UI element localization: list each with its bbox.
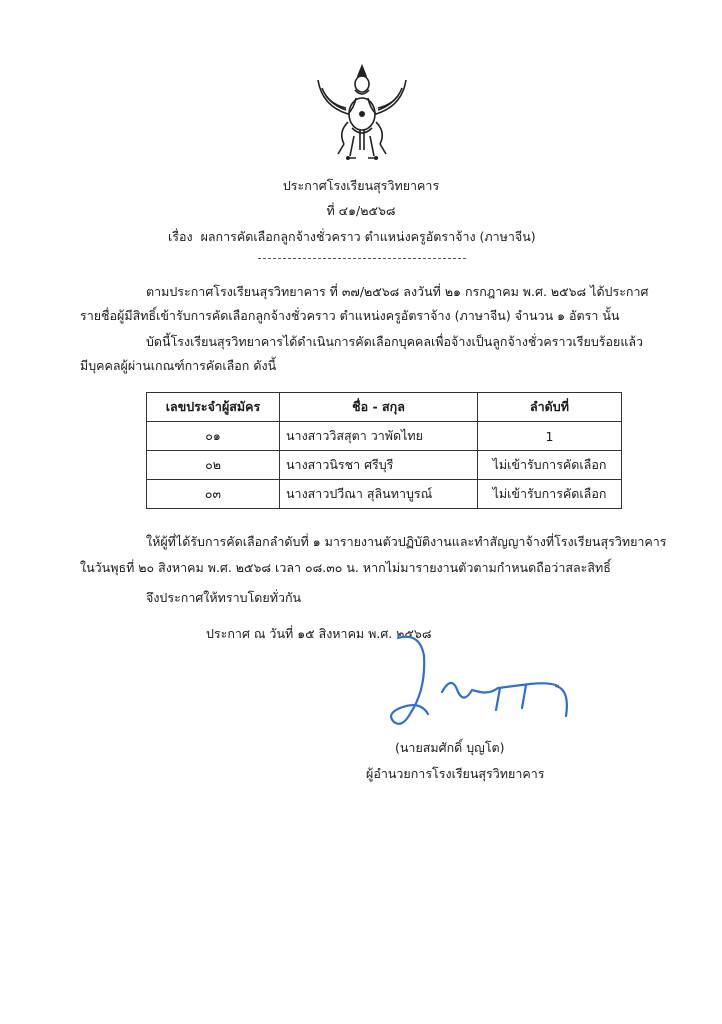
applicant-name: นางสาวปวีณา สุลินทาบูรณ์ bbox=[280, 480, 478, 509]
paragraph-3-line-2: ในวันพุธที่ ๒๐ สิงหาคม พ.ศ. ๒๕๖๘ เวลา ๐๘.๓๐ น. หากไม่มารายงานตัวตามกำหนดถือว่าสละสิทธิ์ bbox=[80, 560, 611, 575]
applicant-name: นางสาวนิรชา ศรีบุรี bbox=[280, 451, 478, 480]
table-row bbox=[147, 422, 622, 451]
document-number: ที่ ๔๑/๒๕๖๘ bbox=[326, 203, 396, 218]
applicant-rank: ไม่เข้ารับการคัดเลือก bbox=[478, 451, 622, 480]
closing-statement: จึงประกาศให้ทราบโดยทั่วกัน bbox=[146, 590, 302, 605]
header-rank: ลำดับที่ bbox=[478, 393, 622, 422]
signatory-position: ผู้อำนวยการโรงเรียนสุรวิทยาคาร bbox=[366, 766, 545, 781]
header-applicant-number: เลขประจำผู้สมัคร bbox=[147, 393, 280, 422]
table-row bbox=[147, 480, 622, 509]
subject-text: ผลการคัดเลือกลูกจ้างชั่วคราว ตำแหน่งครูอัตราจ้าง (ภาษาจีน) bbox=[200, 229, 536, 244]
paragraph-2-line-2: มีบุคคลผู้ผ่านเกณฑ์การคัดเลือก ดังนี้ bbox=[80, 358, 277, 373]
paragraph-1-line-2: รายชื่อผู้มีสิทธิ์เข้ารับการคัดเลือกลูกจ้างชั่วคราว ตำแหน่งครูอัตราจ้าง (ภาษาจีน) จำนวน ๑ อัตรา นั้น bbox=[80, 308, 620, 323]
applicant-number: ๐๑ bbox=[147, 422, 280, 451]
signatory-name: (นายสมศักดิ์ บุญโต) bbox=[395, 740, 505, 755]
document-title: ประกาศโรงเรียนสุรวิทยาคาร bbox=[282, 178, 440, 193]
applicant-number: ๐๓ bbox=[147, 480, 280, 509]
signature-icon bbox=[380, 630, 580, 738]
table-row bbox=[147, 451, 622, 480]
header-full-name: ชื่อ - สกุล bbox=[280, 393, 478, 422]
applicant-name: นางสาววิสสุตา วาพัดไทย bbox=[280, 422, 478, 451]
applicant-rank: ไม่เข้ารับการคัดเลือก bbox=[478, 480, 622, 509]
applicant-rank: 1 bbox=[478, 422, 622, 451]
table-header-row bbox=[147, 393, 622, 422]
subject-label: เรื่อง bbox=[168, 229, 193, 244]
title-divider bbox=[258, 258, 466, 259]
subject-line bbox=[168, 227, 536, 247]
paragraph-3-line-1: ให้ผู้ที่ได้รับการคัดเลือกลำดับที่ ๑ มารายงานตัวปฏิบัติงานและทำสัญญาจ้างที่โรงเรียนสุรวิทยาคาร bbox=[146, 534, 667, 549]
candidate-results-table bbox=[146, 392, 622, 509]
garuda-emblem-icon bbox=[308, 58, 416, 168]
applicant-number: ๐๒ bbox=[147, 451, 280, 480]
paragraph-1-line-1: ตามประกาศโรงเรียนสุรวิทยาคาร ที่ ๓๗/๒๕๖๘ ลงวันที่ ๒๑ กรกฎาคม พ.ศ. ๒๕๖๘ ได้ประกาศ bbox=[146, 284, 649, 299]
announce-date: ประกาศ ณ วันที่ ๑๕ สิงหาคม พ.ศ. ๒๕๖๘ bbox=[206, 626, 432, 641]
paragraph-2-line-1: บัดนี้โรงเรียนสุรวิทยาคารได้ดำเนินการคัดเลือกบุคคลเพื่อจ้างเป็นลูกจ้างชั่วคราวเรียบร้อยแล้ว bbox=[146, 334, 644, 349]
